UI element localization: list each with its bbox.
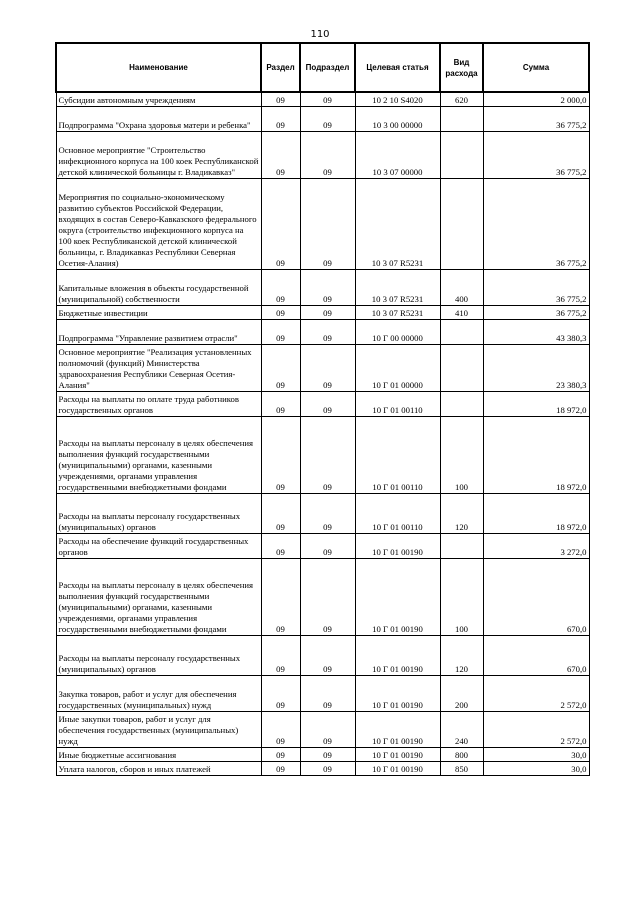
row-expense-type: 240 <box>440 711 483 747</box>
row-razdel: 09 <box>261 416 300 493</box>
row-expense-type <box>440 131 483 178</box>
row-podrazdel: 09 <box>300 269 355 305</box>
row-name: Иные бюджетные ассигнования <box>56 747 261 761</box>
row-sum: 23 380,3 <box>483 344 589 391</box>
row-razdel: 09 <box>261 106 300 131</box>
row-expense-type: 120 <box>440 635 483 675</box>
row-razdel: 09 <box>261 493 300 533</box>
row-sum: 670,0 <box>483 558 589 635</box>
row-name: Расходы на выплаты персоналу государственных (муниципальных) органов <box>56 493 261 533</box>
table-row <box>56 106 589 131</box>
table-row <box>56 558 589 635</box>
row-target-article: 10 Г 01 00190 <box>355 558 440 635</box>
row-expense-type <box>440 391 483 416</box>
row-podrazdel: 09 <box>300 635 355 675</box>
row-target-article: 10 Г 01 00190 <box>355 635 440 675</box>
row-target-article: 10 Г 01 00190 <box>355 675 440 711</box>
row-expense-type <box>440 106 483 131</box>
row-podrazdel: 09 <box>300 178 355 269</box>
header-target-article: Целевая статья <box>355 43 440 92</box>
row-sum: 18 972,0 <box>483 416 589 493</box>
row-razdel: 09 <box>261 305 300 319</box>
table-row <box>56 761 589 775</box>
row-name: Мероприятия по социально-экономическому развитию субъектов Российской Федерации, входящих в состав Северо-Кавказского федерального округа (строительство инфекционного корпуса на 100 коек Республиканской детской клинической больницы, г. Владикавказ Республики Северная Осетия-Алания) <box>56 178 261 269</box>
row-target-article: 10 Г 01 00190 <box>355 711 440 747</box>
row-sum: 43 380,3 <box>483 319 589 344</box>
row-name: Расходы на выплаты персоналу в целях обеспечения выполнения функций государственными (муниципальными) органами, казенными учреждениями, органами управления государственными внебюджетными фондами <box>56 558 261 635</box>
budget-table <box>55 42 590 776</box>
row-sum: 18 972,0 <box>483 493 589 533</box>
row-target-article: 10 Г 01 00190 <box>355 761 440 775</box>
table-row <box>56 391 589 416</box>
row-target-article: 10 Г 01 00110 <box>355 391 440 416</box>
row-sum: 18 972,0 <box>483 391 589 416</box>
row-target-article: 10 3 07 R5231 <box>355 305 440 319</box>
row-sum: 30,0 <box>483 761 589 775</box>
row-podrazdel: 09 <box>300 92 355 106</box>
header-podrazdel: Подраздел <box>300 43 355 92</box>
row-name: Расходы на выплаты по оплате труда работников государственных органов <box>56 391 261 416</box>
row-razdel: 09 <box>261 533 300 558</box>
row-target-article: 10 3 00 00000 <box>355 106 440 131</box>
row-podrazdel: 09 <box>300 416 355 493</box>
row-razdel: 09 <box>261 131 300 178</box>
row-razdel: 09 <box>261 635 300 675</box>
row-podrazdel: 09 <box>300 493 355 533</box>
page-number: 110 <box>310 29 330 40</box>
table-row <box>56 675 589 711</box>
row-target-article: 10 3 07 R5231 <box>355 178 440 269</box>
row-sum: 36 775,2 <box>483 131 589 178</box>
row-razdel: 09 <box>261 761 300 775</box>
row-name: Расходы на выплаты персоналу государственных (муниципальных) органов <box>56 635 261 675</box>
row-name: Капитальные вложения в объекты государственной (муниципальной) собственности <box>56 269 261 305</box>
table-row <box>56 635 589 675</box>
row-razdel: 09 <box>261 711 300 747</box>
row-podrazdel: 09 <box>300 761 355 775</box>
header-razdel: Раздел <box>261 43 300 92</box>
row-podrazdel: 09 <box>300 319 355 344</box>
table-row <box>56 319 589 344</box>
row-target-article: 10 Г 01 00190 <box>355 747 440 761</box>
row-sum: 2 000,0 <box>483 92 589 106</box>
table-row <box>56 269 589 305</box>
row-razdel: 09 <box>261 178 300 269</box>
table-body <box>56 92 589 775</box>
row-name: Субсидии автономным учреждениям <box>56 92 261 106</box>
row-podrazdel: 09 <box>300 711 355 747</box>
row-expense-type: 100 <box>440 558 483 635</box>
row-podrazdel: 09 <box>300 533 355 558</box>
row-podrazdel: 09 <box>300 675 355 711</box>
row-name: Расходы на выплаты персоналу в целях обеспечения выполнения функций государственными (муниципальными) органами, казенными учреждениями, органами управления государственными внебюджетными фондами <box>56 416 261 493</box>
table-row <box>56 131 589 178</box>
row-target-article: 10 Г 01 00000 <box>355 344 440 391</box>
row-sum: 3 272,0 <box>483 533 589 558</box>
row-podrazdel: 09 <box>300 747 355 761</box>
row-podrazdel: 09 <box>300 344 355 391</box>
row-razdel: 09 <box>261 319 300 344</box>
row-name: Закупка товаров, работ и услуг для обеспечения государственных (муниципальных) нужд <box>56 675 261 711</box>
row-razdel: 09 <box>261 344 300 391</box>
row-expense-type: 400 <box>440 269 483 305</box>
table-row <box>56 344 589 391</box>
row-expense-type: 100 <box>440 416 483 493</box>
header-sum: Сумма <box>483 43 589 92</box>
row-razdel: 09 <box>261 675 300 711</box>
row-target-article: 10 3 07 00000 <box>355 131 440 178</box>
table-row <box>56 178 589 269</box>
row-podrazdel: 09 <box>300 391 355 416</box>
row-name: Бюджетные инвестиции <box>56 305 261 319</box>
row-expense-type <box>440 533 483 558</box>
row-target-article: 10 Г 01 00110 <box>355 416 440 493</box>
row-name: Основное мероприятие "Реализация установленных полномочий (функций) Министерства здравоохранения Республики Северная Осетия-Алания" <box>56 344 261 391</box>
row-target-article: 10 3 07 R5231 <box>355 269 440 305</box>
row-expense-type: 410 <box>440 305 483 319</box>
row-name: Подпрограмма "Охрана здоровья матери и ребенка" <box>56 106 261 131</box>
header-expense-type: Вид расхода <box>440 43 483 92</box>
row-name: Уплата налогов, сборов и иных платежей <box>56 761 261 775</box>
row-razdel: 09 <box>261 391 300 416</box>
row-sum: 36 775,2 <box>483 305 589 319</box>
table-header-row <box>56 43 589 92</box>
row-sum: 30,0 <box>483 747 589 761</box>
row-razdel: 09 <box>261 92 300 106</box>
row-expense-type <box>440 178 483 269</box>
row-expense-type: 800 <box>440 747 483 761</box>
row-razdel: 09 <box>261 558 300 635</box>
row-sum: 2 572,0 <box>483 675 589 711</box>
row-expense-type <box>440 319 483 344</box>
row-expense-type: 850 <box>440 761 483 775</box>
row-expense-type: 120 <box>440 493 483 533</box>
table-row <box>56 493 589 533</box>
row-expense-type: 200 <box>440 675 483 711</box>
row-sum: 2 572,0 <box>483 711 589 747</box>
row-podrazdel: 09 <box>300 106 355 131</box>
row-podrazdel: 09 <box>300 305 355 319</box>
row-sum: 36 775,2 <box>483 106 589 131</box>
row-target-article: 10 2 10 S4020 <box>355 92 440 106</box>
row-podrazdel: 09 <box>300 131 355 178</box>
row-sum: 36 775,2 <box>483 269 589 305</box>
row-sum: 670,0 <box>483 635 589 675</box>
header-name: Наименование <box>56 43 261 92</box>
row-target-article: 10 Г 01 00190 <box>355 533 440 558</box>
row-podrazdel: 09 <box>300 558 355 635</box>
row-name: Основное мероприятие "Строительство инфекционного корпуса на 100 коек Республиканской детской клинической больницы г. Владикавказ" <box>56 131 261 178</box>
row-expense-type: 620 <box>440 92 483 106</box>
row-razdel: 09 <box>261 747 300 761</box>
row-name: Подпрограмма "Управление развитием отрасли" <box>56 319 261 344</box>
row-target-article: 10 Г 01 00110 <box>355 493 440 533</box>
table-row <box>56 416 589 493</box>
table-row <box>56 533 589 558</box>
row-target-article: 10 Г 00 00000 <box>355 319 440 344</box>
table-row <box>56 747 589 761</box>
table-row <box>56 711 589 747</box>
row-name: Иные закупки товаров, работ и услуг для обеспечения государственных (муниципальных) нужд <box>56 711 261 747</box>
row-razdel: 09 <box>261 269 300 305</box>
row-sum: 36 775,2 <box>483 178 589 269</box>
row-expense-type <box>440 344 483 391</box>
table-row <box>56 305 589 319</box>
row-name: Расходы на обеспечение функций государственных органов <box>56 533 261 558</box>
table-row <box>56 92 589 106</box>
